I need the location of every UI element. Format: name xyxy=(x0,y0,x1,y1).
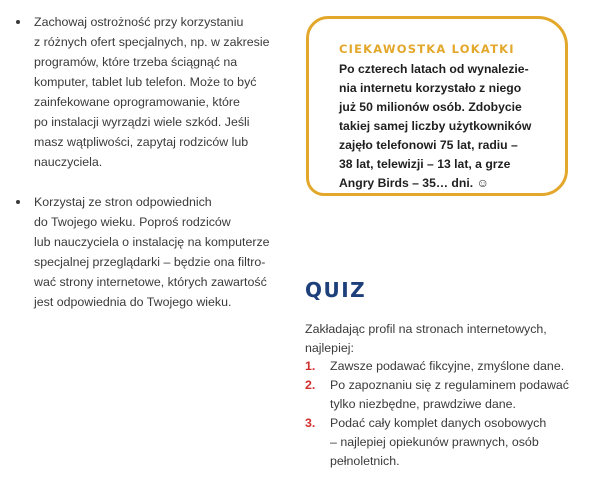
bullet-item xyxy=(14,12,289,172)
fact-line: już 50 milionów osób. Zdobycie xyxy=(339,100,522,114)
quiz-intro-line: Zakładając profil na stronach internetowych, xyxy=(305,322,547,336)
fact-line: nia internetu korzystało z niego xyxy=(339,81,522,95)
bullet-line: Zachowaj ostrożność przy korzystaniu xyxy=(34,15,244,29)
bullet-line: masz wątpliwości, zapytaj rodziców lub xyxy=(34,135,249,149)
bullet-line: komputer, tablet lub telefon. Może to być xyxy=(34,75,257,89)
bullet-line: lub nauczyciela o instalację na komputerze xyxy=(34,235,270,249)
quiz-option-line: Zawsze podawać fikcyjne, zmyślone dane. xyxy=(330,359,565,373)
bullet-item xyxy=(14,192,289,312)
fact-box-title: CIEKAWOSTKA LOKATKI xyxy=(339,42,515,56)
quiz-heading: QUIZ xyxy=(305,278,367,302)
bullet-line: po instalacji wyrządzi wiele szkód. Jeśli xyxy=(34,115,250,129)
quiz-option-number: 3. xyxy=(305,416,316,430)
fact-line: Po czterech latach od wynalezie- xyxy=(339,62,529,76)
quiz-option-number: 2. xyxy=(305,378,316,392)
fact-line: 38 lat, telewizji – 13 lat, a grze xyxy=(339,157,511,171)
quiz-option-2[interactable] xyxy=(305,376,605,414)
bullet-line: nauczyciela. xyxy=(34,155,103,169)
bullet-line: zainfekowane oprogramowanie, które xyxy=(34,95,240,109)
bullet-line: programów, które trzeba ściągnąć na xyxy=(34,55,238,69)
bullet-line: jest odpowiednia do Twojego wieku. xyxy=(34,295,232,309)
quiz-option-line: – najlepiej opiekunów prawnych, osób xyxy=(330,435,539,449)
fact-line: Angry Birds – 35… dni. ☺ xyxy=(339,176,489,190)
bullet-line: do Twojego wieku. Poproś rodziców xyxy=(34,215,231,229)
quiz-options xyxy=(305,357,605,471)
quiz-option-line: Po zapoznaniu się z regulaminem podawać xyxy=(330,378,570,392)
bullet-line: z różnych ofert specjalnych, np. w zakresie xyxy=(34,35,270,49)
bullet-line: specjalnej przeglądarki – będzie ona filtro- xyxy=(34,255,266,269)
quiz-option-1[interactable] xyxy=(305,357,605,376)
bullet-line: Korzystaj ze stron odpowiednich xyxy=(34,195,212,209)
quiz-option-line: pełnoletnich. xyxy=(330,454,400,468)
fact-line: takiej samej liczby użytkowników xyxy=(339,119,532,133)
left-column xyxy=(14,12,289,312)
fact-box-body xyxy=(339,60,569,193)
quiz-option-3[interactable] xyxy=(305,414,605,471)
quiz-option-line: tylko niezbędne, prawdziwe dane. xyxy=(330,397,516,411)
quiz-option-number: 1. xyxy=(305,359,316,373)
bullet-dot-icon xyxy=(16,200,20,204)
bullet-dot-icon xyxy=(16,20,20,24)
quiz-intro xyxy=(305,320,595,358)
bullet-line: wać strony internetowe, których zawartość xyxy=(34,275,267,289)
quiz-option-line: Podać cały komplet danych osobowych xyxy=(330,416,547,430)
fact-line: zajęło telefonowi 75 lat, radiu – xyxy=(339,138,518,152)
quiz-intro-line: najlepiej: xyxy=(305,341,354,355)
